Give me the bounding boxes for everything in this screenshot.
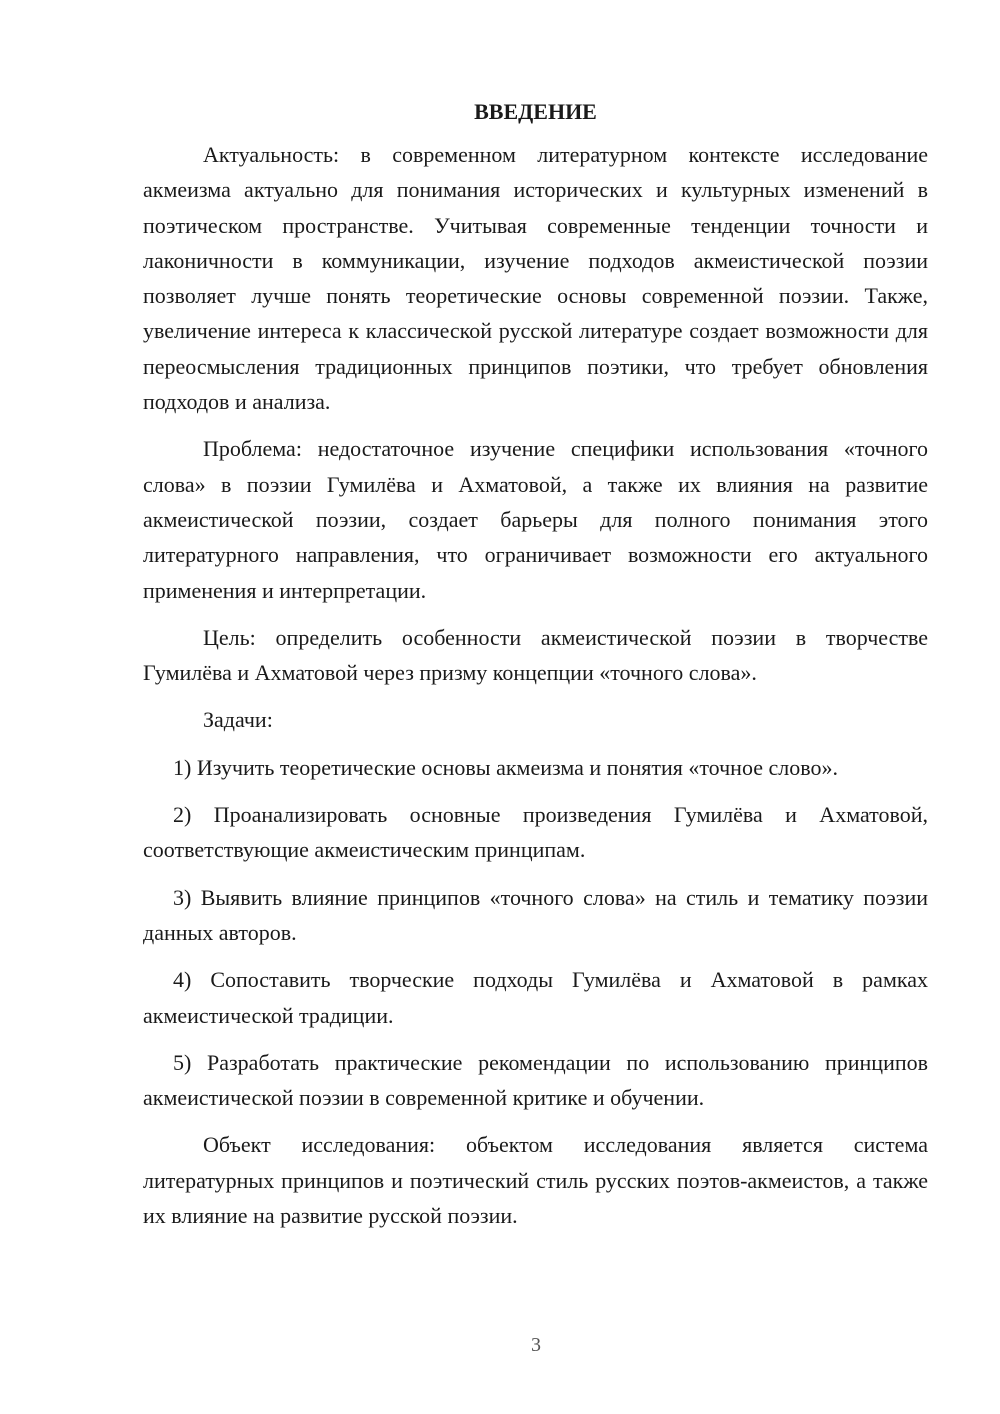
page-content [143, 94, 928, 1233]
task-item-5: 5) Разработать практические рекомендации по использованию принципов акмеистической поэзии в современной критике и обучении. [143, 1049, 928, 1111]
task-item-4: 4) Сопоставить творческие подходы Гумилёва и Ахматовой в рамках акмеистической традиции. [143, 967, 928, 1028]
relevance-paragraph: Актуальность: в современном литературном контексте исследование акмеизма актуально для понимания исторических и культурных изменений в поэтическом пространстве. Учитывая современные тенденции точности и лаконичности в коммуникации, изучение подходов акмеистической поэзии позволяет лучше понять теоретические основы современной поэзии. Также, увеличение интереса к классической русской литературе создает возможности для переосмысления традиционных принципов поэтики, что требует обновления подходов и анализа. [143, 142, 928, 415]
object-paragraph: Объект исследования: объектом исследования является система литературных принципов и поэтический стиль русских поэтов-акмеистов, а также их влияние на развитие русской поэзии. [143, 1132, 928, 1229]
task-item-1: 1) Изучить теоретические основы акмеизма и понятия «точное слово». [173, 754, 838, 780]
page-number: 3 [531, 1334, 541, 1356]
tasks-label: Задачи: [203, 707, 273, 733]
task-item-3: 3) Выявить влияние принципов «точного слова» на стиль и тематику поэзии данных авторов. [143, 884, 928, 945]
task-item-2: 2) Проанализировать основные произведения Гумилёва и Ахматовой, соответствующие акмеистическим принципам. [143, 802, 928, 863]
goal-paragraph: Цель: определить особенности акмеистической поэзии в творчестве Гумилёва и Ахматовой через призму концепции «точного слова». [143, 624, 928, 686]
section-heading: ВВЕДЕНИЕ [474, 99, 597, 124]
problem-paragraph: Проблема: недостаточное изучение специфики использования «точного слова» в поэзии Гумилёва и Ахматовой, а также их влияния на развитие акмеистической поэзии, создает барьеры для полного понимания этого литературного направления, что ограничивает возможности его актуального применения и интерпретации. [143, 436, 928, 603]
